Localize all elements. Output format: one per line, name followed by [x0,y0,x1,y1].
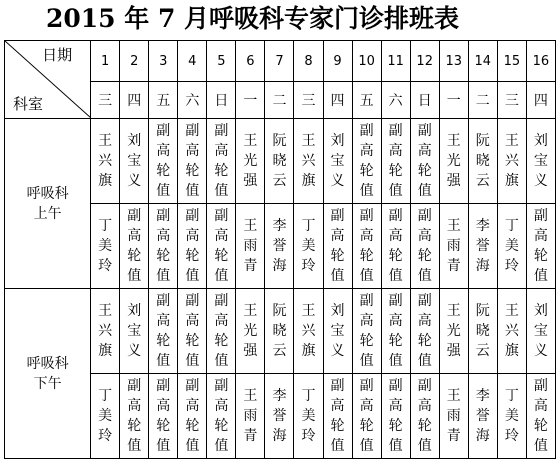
doctor-name: 王雨青 [446,388,461,444]
day-number-cell: 5 [207,41,236,82]
section-period-label: 上午 [33,205,62,222]
doctor-name: 刘宝义 [533,133,548,189]
doctor-cell [178,289,207,374]
doctor-cell [439,119,468,204]
doctor-cell [149,289,178,374]
doctor-name: 副高轮值 [359,378,374,454]
doctor-cell [294,289,323,374]
doctor-cell [265,289,294,374]
doctor-name: 阮晓云 [272,133,287,189]
weekday-cell: 日 [207,82,236,119]
doctor-cell [294,204,323,289]
doctor-cell [323,204,352,289]
section-label-cell [5,289,91,459]
doctor-cell [468,204,497,289]
doctor-name: 李誉海 [475,388,490,444]
doctor-cell [294,119,323,204]
doctor-name: 王雨青 [446,218,461,274]
section-dept-label: 呼吸科 [26,185,69,202]
doctor-name: 阮晓云 [272,303,287,359]
doctor-name: 丁美玲 [301,388,316,444]
doctor-name: 丁美玲 [98,388,113,444]
doctor-name: 王兴旗 [504,303,519,359]
doctor-cell [265,374,294,459]
doctor-name: 刘宝义 [127,303,142,359]
doctor-cell [207,289,236,374]
doctor-cell [468,289,497,374]
doctor-name: 副高轮值 [185,123,200,199]
doctor-cell [120,289,149,374]
section-period-label: 下午 [33,375,62,392]
doctor-name: 副高轮值 [156,293,171,369]
dept-label: 科室 [13,95,44,113]
doctor-cell [381,374,410,459]
doctor-cell [120,204,149,289]
doctor-cell [91,119,120,204]
doctor-name: 副高轮值 [156,378,171,454]
doctor-name: 副高轮值 [156,208,171,284]
doctor-name: 阮晓云 [475,133,490,189]
day-number-row [5,41,556,82]
weekday-cell: 四 [526,82,555,119]
day-number-cell: 9 [323,41,352,82]
doctor-cell [468,374,497,459]
weekday-cell: 六 [178,82,207,119]
doctor-name: 王雨青 [243,218,258,274]
doctor-cell [468,119,497,204]
header-corner-cell [5,41,91,119]
doctor-cell [120,119,149,204]
doctor-name: 副高轮值 [359,123,374,199]
doctor-cell [439,374,468,459]
page-title: 2015 年 7 月呼吸科专家门诊排班表 [45,4,460,33]
section-label-cell [5,119,91,289]
weekday-cell: 二 [265,82,294,119]
doctor-cell [236,119,265,204]
doctor-name: 王光强 [446,303,461,359]
doctor-name: 副高轮值 [185,208,200,284]
doctor-name: 副高轮值 [214,293,229,369]
doctor-name: 副高轮值 [214,208,229,284]
doctor-cell [149,204,178,289]
day-number-cell: 13 [439,41,468,82]
doctor-cell [381,119,410,204]
doctor-cell [352,289,381,374]
doctor-cell [323,119,352,204]
doctor-name: 副高轮值 [388,123,403,199]
weekday-cell: 三 [294,82,323,119]
doctor-cell [410,374,439,459]
doctor-name: 副高轮值 [156,123,171,199]
doctor-name: 丁美玲 [301,218,316,274]
schedule-row [5,119,556,204]
doctor-name: 副高轮值 [127,208,142,284]
doctor-name: 刘宝义 [330,133,345,189]
doctor-name: 副高轮值 [214,378,229,454]
doctor-name: 副高轮值 [127,378,142,454]
doctor-cell [91,374,120,459]
doctor-cell [497,289,526,374]
doctor-name: 王兴旗 [504,133,519,189]
doctor-cell [178,374,207,459]
doctor-name: 王光强 [446,133,461,189]
doctor-cell [236,204,265,289]
day-number-cell: 6 [236,41,265,82]
schedule-table [4,40,556,459]
doctor-name: 副高轮值 [533,378,548,454]
doctor-cell [91,204,120,289]
weekday-cell: 六 [381,82,410,119]
doctor-cell [207,204,236,289]
weekday-cell: 三 [91,82,120,119]
doctor-name: 王兴旗 [98,303,113,359]
doctor-name: 副高轮值 [388,208,403,284]
doctor-cell [526,119,555,204]
doctor-cell [265,119,294,204]
doctor-name: 副高轮值 [359,293,374,369]
doctor-cell [323,289,352,374]
day-number-cell: 7 [265,41,294,82]
doctor-cell [439,204,468,289]
weekday-cell: 一 [236,82,265,119]
doctor-cell [381,289,410,374]
date-label: 日期 [42,46,73,64]
doctor-name: 副高轮值 [359,208,374,284]
doctor-name: 副高轮值 [388,293,403,369]
doctor-cell [526,204,555,289]
doctor-name: 丁美玲 [504,218,519,274]
weekday-cell: 四 [120,82,149,119]
doctor-cell [526,289,555,374]
doctor-name: 李誉海 [272,388,287,444]
doctor-name: 刘宝义 [127,133,142,189]
doctor-name: 副高轮值 [330,378,345,454]
weekday-cell: 二 [468,82,497,119]
weekday-cell: 四 [323,82,352,119]
weekday-cell: 五 [352,82,381,119]
doctor-name: 王光强 [243,133,258,189]
doctor-name: 副高轮值 [185,293,200,369]
doctor-name: 副高轮值 [417,123,432,199]
doctor-cell [410,204,439,289]
doctor-cell [91,289,120,374]
doctor-cell [236,289,265,374]
doctor-cell [323,374,352,459]
doctor-name: 副高轮值 [330,208,345,284]
doctor-cell [352,204,381,289]
doctor-name: 副高轮值 [214,123,229,199]
day-number-cell: 12 [410,41,439,82]
doctor-name: 副高轮值 [388,378,403,454]
day-number-cell: 15 [497,41,526,82]
weekday-cell: 一 [439,82,468,119]
doctor-name: 王雨青 [243,388,258,444]
doctor-name: 副高轮值 [533,208,548,284]
doctor-cell [439,289,468,374]
doctor-name: 王光强 [243,303,258,359]
doctor-name: 副高轮值 [185,378,200,454]
doctor-cell [352,374,381,459]
doctor-name: 副高轮值 [417,208,432,284]
doctor-cell [207,374,236,459]
doctor-name: 副高轮值 [417,293,432,369]
doctor-cell [381,204,410,289]
section-dept-label: 呼吸科 [26,355,69,372]
doctor-cell [294,374,323,459]
doctor-name: 丁美玲 [98,218,113,274]
day-number-cell: 10 [352,41,381,82]
doctor-cell [410,289,439,374]
doctor-name: 副高轮值 [417,378,432,454]
doctor-name: 王兴旗 [301,133,316,189]
doctor-name: 刘宝义 [330,303,345,359]
schedule-row [5,289,556,374]
doctor-cell [497,119,526,204]
day-number-cell: 4 [178,41,207,82]
doctor-name: 王兴旗 [98,133,113,189]
weekday-cell: 日 [410,82,439,119]
doctor-cell [178,204,207,289]
day-number-cell: 1 [91,41,120,82]
day-number-cell: 14 [468,41,497,82]
doctor-cell [497,374,526,459]
day-number-cell: 11 [381,41,410,82]
doctor-name: 王兴旗 [301,303,316,359]
weekday-cell: 五 [149,82,178,119]
doctor-cell [149,374,178,459]
doctor-cell [120,374,149,459]
doctor-cell [410,119,439,204]
day-number-cell: 2 [120,41,149,82]
day-number-cell: 3 [149,41,178,82]
doctor-name: 阮晓云 [475,303,490,359]
doctor-cell [178,119,207,204]
doctor-cell [236,374,265,459]
doctor-cell [497,204,526,289]
doctor-name: 李誉海 [272,218,287,274]
weekday-cell: 三 [497,82,526,119]
doctor-name: 李誉海 [475,218,490,274]
doctor-name: 刘宝义 [533,303,548,359]
day-number-cell: 8 [294,41,323,82]
doctor-cell [149,119,178,204]
doctor-cell [352,119,381,204]
doctor-cell [207,119,236,204]
doctor-cell [526,374,555,459]
doctor-name: 丁美玲 [504,388,519,444]
doctor-cell [265,204,294,289]
day-number-cell: 16 [526,41,555,82]
